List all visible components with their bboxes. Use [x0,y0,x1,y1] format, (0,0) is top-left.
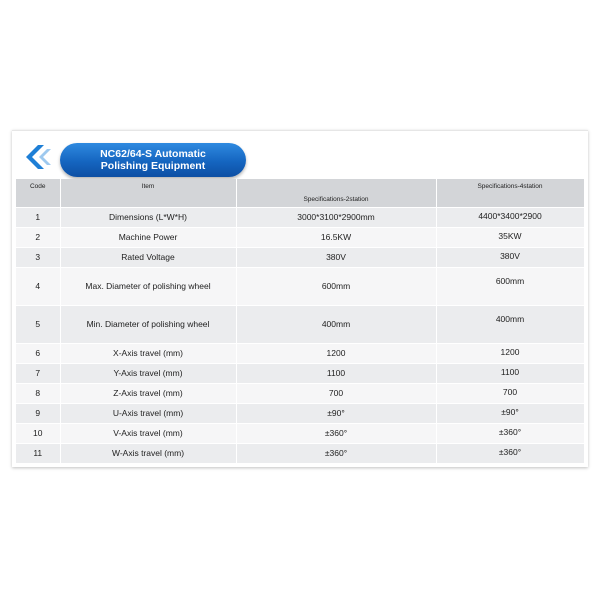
cell-spec4: 400mm [436,305,584,343]
cell-spec4: 4400*3400*2900 [436,207,584,227]
cell-spec2: 400mm [236,305,436,343]
cell-spec2: 600mm [236,267,436,305]
cell-item: V-Axis travel (mm) [60,423,236,443]
cell-item: Dimensions (L*W*H) [60,207,236,227]
table-row [16,443,584,463]
cell-spec4: 380V [436,247,584,267]
table-row [16,383,584,403]
cell-item: Y-Axis travel (mm) [60,363,236,383]
table-row [16,305,584,343]
table-row [16,247,584,267]
cell-item: Max. Diameter of polishing wheel [60,267,236,305]
cell-code: 7 [16,363,60,383]
cell-code: 3 [16,247,60,267]
sheet-header [12,131,588,179]
table-row [16,363,584,383]
cell-spec4: 1200 [436,343,584,363]
table-row [16,343,584,363]
cell-spec4: 600mm [436,267,584,305]
title-line-2: Polishing Equipment [100,160,206,172]
page-title [60,143,246,177]
cell-spec2: ±360° [236,423,436,443]
cell-item: W-Axis travel (mm) [60,443,236,463]
cell-code: 6 [16,343,60,363]
cell-spec2: 16.5KW [236,227,436,247]
cell-spec2: 1100 [236,363,436,383]
chevron-left-icon [20,143,54,171]
table-row [16,403,584,423]
cell-spec2: 700 [236,383,436,403]
cell-code: 9 [16,403,60,423]
cell-code: 1 [16,207,60,227]
cell-code: 4 [16,267,60,305]
header-code: Code [16,179,60,207]
cell-item: Z-Axis travel (mm) [60,383,236,403]
cell-spec2: 1200 [236,343,436,363]
cell-item: Min. Diameter of polishing wheel [60,305,236,343]
header-spec-2station: Specifications-2station [236,179,436,207]
cell-spec2: 3000*3100*2900mm [236,207,436,227]
table-row [16,423,584,443]
cell-item: U-Axis travel (mm) [60,403,236,423]
cell-spec4: 1100 [436,363,584,383]
table-row [16,227,584,247]
cell-item: Machine Power [60,227,236,247]
cell-item: Rated Voltage [60,247,236,267]
cell-spec4: 35KW [436,227,584,247]
title-line-1: NC62/64-S Automatic [100,148,206,160]
cell-spec4: 700 [436,383,584,403]
cell-spec2: ±360° [236,443,436,463]
cell-code: 5 [16,305,60,343]
cell-spec4: ±360° [436,443,584,463]
cell-item: X-Axis travel (mm) [60,343,236,363]
table-row [16,207,584,227]
table-row [16,267,584,305]
cell-code: 11 [16,443,60,463]
header-spec-4station: Specifications-4station [436,179,584,207]
spec-table [16,179,585,464]
header-item: Item [60,179,236,207]
cell-code: 10 [16,423,60,443]
cell-code: 2 [16,227,60,247]
spec-sheet [12,130,588,467]
cell-spec2: 380V [236,247,436,267]
cell-code: 8 [16,383,60,403]
cell-spec4: ±90° [436,403,584,423]
cell-spec2: ±90° [236,403,436,423]
cell-spec4: ±360° [436,423,584,443]
table-header-row [16,179,584,207]
